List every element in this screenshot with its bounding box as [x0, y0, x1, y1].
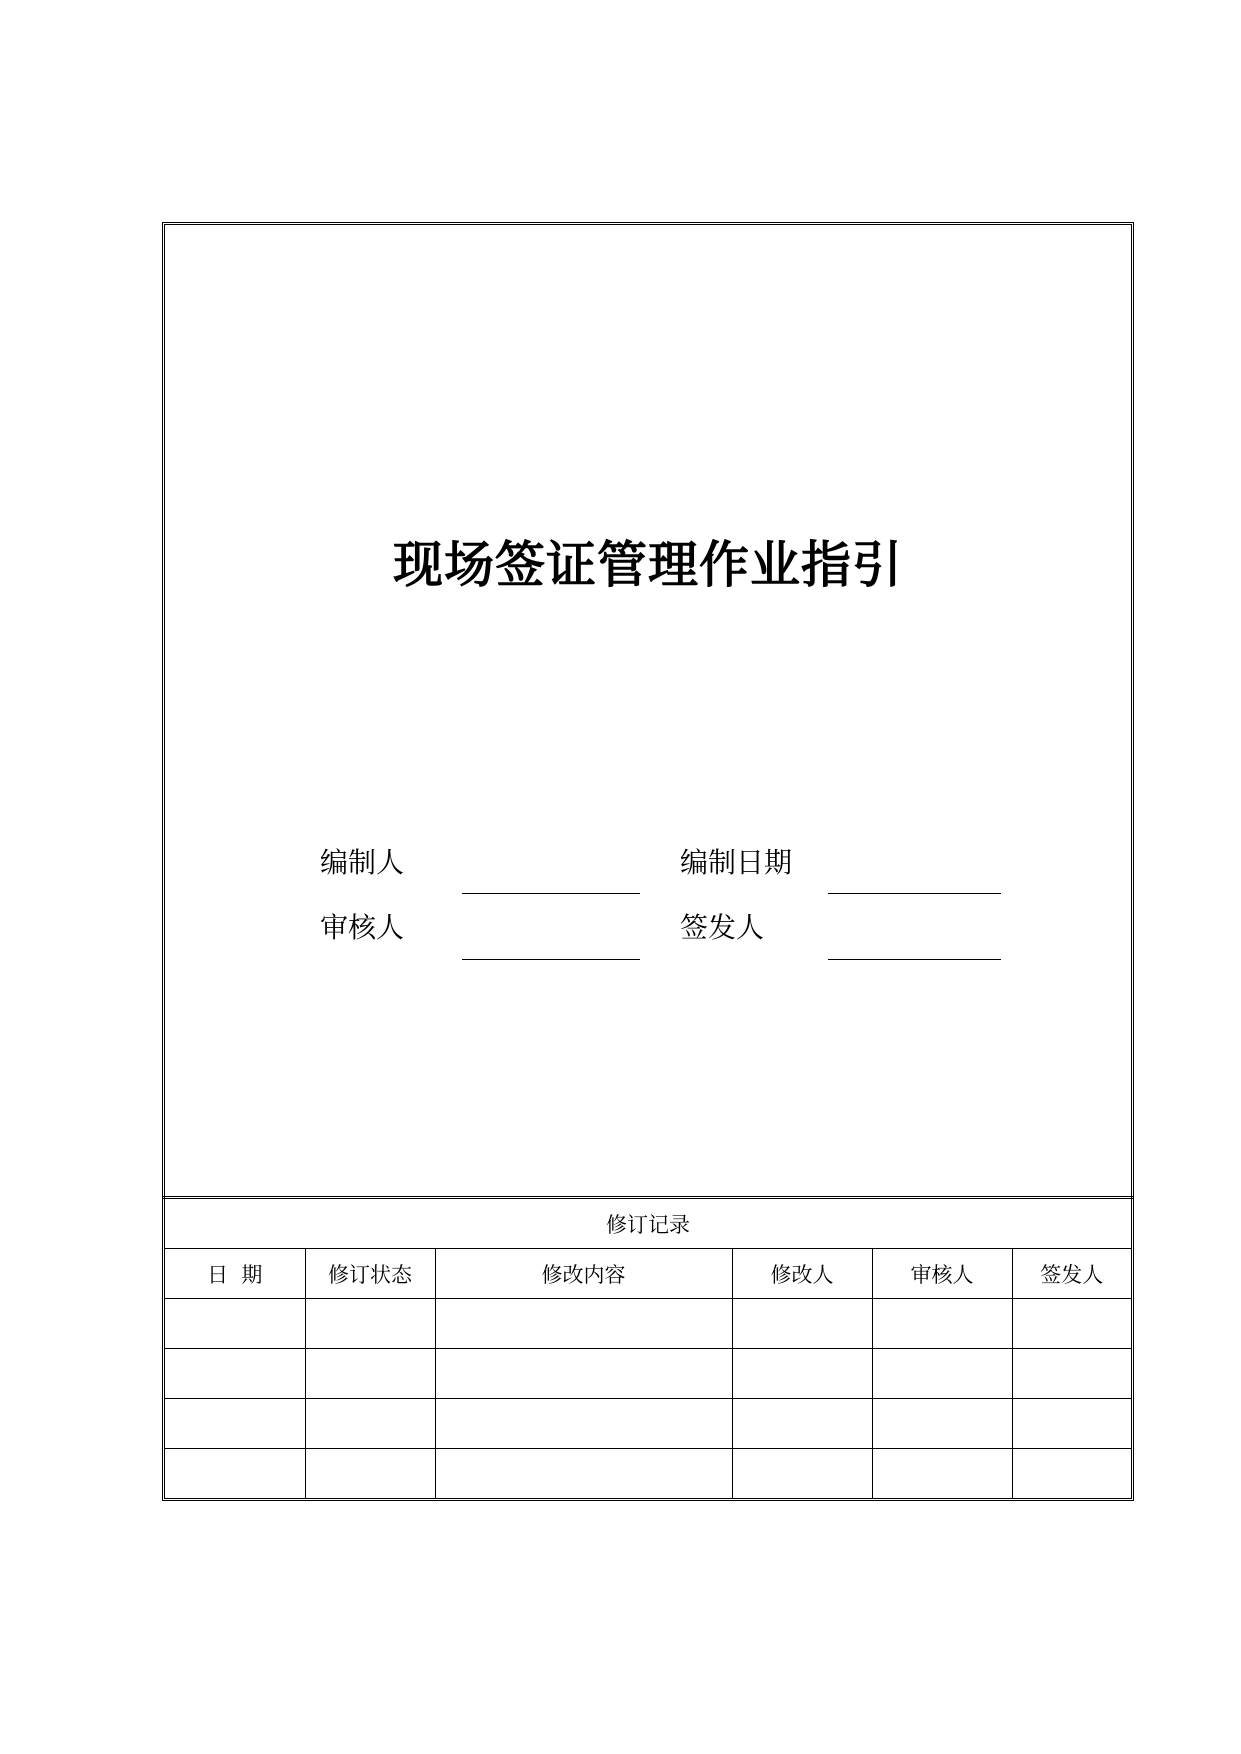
revision-caption: 修订记录 [165, 1199, 1131, 1249]
header-revision-status: 修订状态 [305, 1249, 435, 1299]
compiler-field[interactable] [462, 893, 640, 894]
cell-revision-status[interactable] [305, 1299, 435, 1349]
cell-reviewer[interactable] [872, 1299, 1012, 1349]
cell-reviewer[interactable] [872, 1449, 1012, 1499]
cell-reviewer[interactable] [872, 1399, 1012, 1449]
reviewer-label: 审核人 [320, 911, 405, 944]
cell-modifier[interactable] [732, 1349, 872, 1399]
cell-change-content[interactable] [435, 1349, 732, 1399]
cell-reviewer[interactable] [872, 1349, 1012, 1399]
cell-revision-status[interactable] [305, 1449, 435, 1499]
cell-date[interactable] [165, 1349, 305, 1399]
cell-issuer[interactable] [1012, 1449, 1131, 1499]
cell-change-content[interactable] [435, 1399, 732, 1449]
issuer-field[interactable] [828, 959, 1001, 960]
compile-date-field[interactable] [828, 893, 1001, 894]
cell-modifier[interactable] [732, 1399, 872, 1449]
cell-modifier[interactable] [732, 1299, 872, 1349]
table-row [165, 1349, 1131, 1399]
document-title: 现场签证管理作业指引 [393, 536, 903, 594]
cell-issuer[interactable] [1012, 1349, 1131, 1399]
compiler-label: 编制人 [320, 846, 405, 879]
cell-revision-status[interactable] [305, 1349, 435, 1399]
reviewer-field[interactable] [462, 959, 640, 960]
cell-modifier[interactable] [732, 1449, 872, 1499]
header-modifier: 修改人 [732, 1249, 872, 1299]
header-change-content: 修改内容 [435, 1249, 732, 1299]
revision-header-row [165, 1249, 1131, 1299]
header-issuer: 签发人 [1012, 1249, 1131, 1299]
cell-change-content[interactable] [435, 1449, 732, 1499]
cell-issuer[interactable] [1012, 1299, 1131, 1349]
cell-date[interactable] [165, 1449, 305, 1499]
cell-change-content[interactable] [435, 1299, 732, 1349]
table-row [165, 1299, 1131, 1349]
table-row [165, 1399, 1131, 1449]
compile-date-label: 编制日期 [680, 846, 793, 879]
header-date: 日 期 [165, 1249, 305, 1299]
revision-record-table [165, 1199, 1131, 1498]
cell-issuer[interactable] [1012, 1399, 1131, 1449]
issuer-label: 签发人 [680, 911, 765, 944]
cell-date[interactable] [165, 1299, 305, 1349]
revision-caption-row [165, 1199, 1131, 1249]
table-row [165, 1449, 1131, 1499]
header-reviewer: 审核人 [872, 1249, 1012, 1299]
cell-revision-status[interactable] [305, 1399, 435, 1449]
cell-date[interactable] [165, 1399, 305, 1449]
